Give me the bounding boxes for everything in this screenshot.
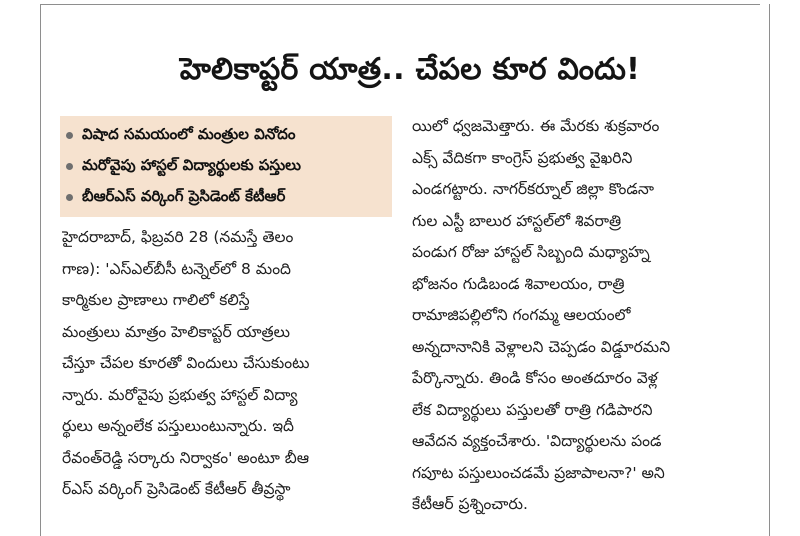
- text-line: ఆవేదన వ్యక్తంచేశారు. 'విద్యార్థులను పండ: [412, 432, 662, 450]
- highlight-text: విషాద సమయంలో మంత్రుల వినోదం: [82, 124, 296, 143]
- text-line: హైదరాబాద్, ఫిబ్రవరి 28 (నమస్తే తెలం: [62, 228, 294, 246]
- text-line: కేటీఆర్ ప్రశ్నించారు.: [412, 495, 528, 513]
- bullet-icon: [66, 132, 73, 139]
- highlights-box: [60, 116, 392, 217]
- right-border: [769, 4, 770, 536]
- article-column-left: [62, 222, 392, 506]
- text-line: ర్ఎస్ వర్కింగ్ ప్రెసిడెంట్ కేటీఆర్ తీవ్రస్థా: [62, 480, 291, 498]
- text-line: భోజనం గుడిబండ శివాలయం, రాత్రి: [412, 274, 625, 293]
- text-line: గుల ఎస్టీ బాలుర హాస్టల్‌లో శివరాత్రి: [412, 211, 622, 230]
- bullet-icon: [66, 163, 73, 170]
- text-line: ఎండగట్టారు. నాగర్‌కర్నూల్ జిల్లా కొండనా: [412, 180, 654, 198]
- text-line: కార్మికుల ప్రాణాలు గాలిలో కలిస్తే: [62, 291, 250, 309]
- text-line: ర్థులు అన్నంలేక పస్తులుంటున్నారు. ఇదీ: [62, 417, 294, 435]
- text-line: లేక విద్యార్థులు పస్తులతో రాత్రి గడిపారని: [412, 400, 653, 419]
- text-line: పేర్కొన్నారు. తిండి కోసం అంతదూరం వెళ్ల: [412, 369, 658, 387]
- text-line: అన్నదానానికి వెళ్లాలని చెప్పడం విడ్డూరమని: [412, 337, 671, 356]
- highlight-item: [60, 182, 392, 213]
- highlight-text: మరోవైపు హాస్టల్ విద్యార్థులకు పస్తులు: [82, 155, 301, 174]
- text-line: గాణ): 'ఎస్ఎల్‌బీసీ టన్నెల్‌లో 8 మంది: [62, 259, 291, 278]
- text-line: గపూట పస్తులుంచడమే ప్రజాపాలనా?' అని: [412, 463, 665, 482]
- highlight-item: [60, 120, 392, 151]
- highlight-item: [60, 151, 392, 182]
- text-line: యిలో ధ్వజమెత్తారు. ఈ మేరకు శుక్రవారం: [412, 117, 660, 135]
- highlight-text: బీఆర్ఎస్ వర్కింగ్ ప్రెసిడెంట్ కేటీఆర్: [82, 186, 286, 205]
- text-line: చేస్తూ చేపల కూరతో విందులు చేసుకుంటు: [62, 354, 310, 372]
- text-line: రేవంత్‌రెడ్డి సర్కారు నిర్వాకం' అంటూ బీఆ: [62, 448, 310, 467]
- top-border: [40, 4, 760, 5]
- left-border: [40, 4, 41, 536]
- article-column-right: [412, 111, 754, 521]
- text-line: ఎక్స్ వేదికగా కాంగ్రెస్ ప్రభుత్వ వైఖరిని: [412, 148, 633, 167]
- text-line: పండుగ రోజు హాస్టల్ సిబ్బంది మధ్యాహ్న: [412, 243, 650, 261]
- bullet-icon: [66, 194, 73, 201]
- text-line: న్నారు. మరోవైపు ప్రభుత్వ హాస్టల్ విద్యా: [62, 385, 298, 404]
- text-line: మంత్రులు మాత్రం హెలికాప్టర్ యాత్రలు: [62, 322, 290, 341]
- text-line: రామాజిపల్లిలోని గంగమ్మ ఆలయంలో: [412, 306, 631, 324]
- article-headline: హెలికాప్టర్ యాత్ర.. చేపల కూర విందు!: [179, 52, 641, 87]
